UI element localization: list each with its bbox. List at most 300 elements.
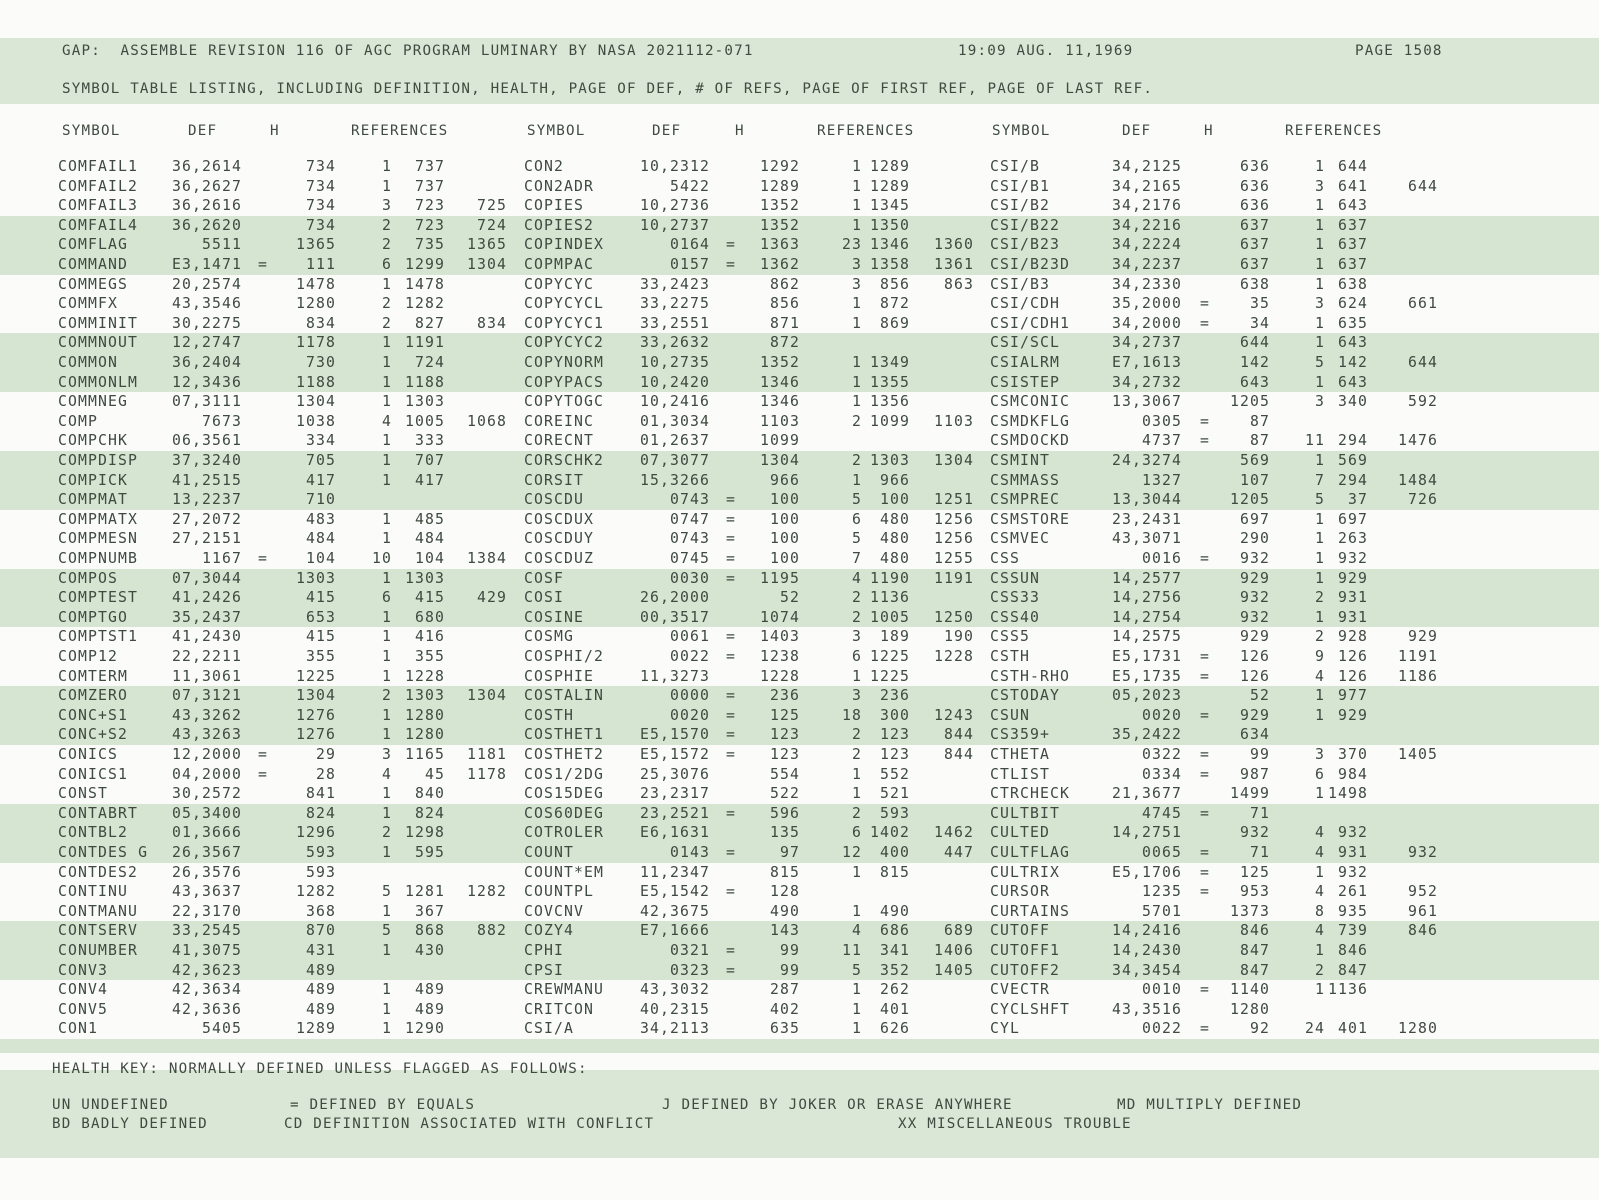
cell-ref-count: 1 <box>381 452 392 469</box>
cell-first-ref: 637 <box>1337 236 1368 254</box>
cell-first-ref: 1289 <box>869 158 910 175</box>
cell-symbol: CSMDKFLG <box>990 412 1071 430</box>
cell-last-ref: 1462 <box>933 824 974 842</box>
cell-symbol: CSMPREC <box>990 491 1061 509</box>
cell-ref-count: 1 <box>851 902 862 920</box>
cell-first-ref: 480 <box>879 530 910 548</box>
cell-ref-count: 7 <box>851 550 862 567</box>
cell-ref-count: 1 <box>1314 687 1325 705</box>
cell-def: 0745 <box>669 550 710 567</box>
cell-def: 01,3666 <box>171 824 242 842</box>
cell-symbol: COPYCYCL <box>524 295 605 313</box>
cell-ref-count: 2 <box>381 314 392 332</box>
cell-first-ref: 263 <box>1337 530 1368 548</box>
cell-first-ref: 1228 <box>404 667 445 685</box>
cell-health: = <box>1200 432 1211 450</box>
cell-first-ref: 595 <box>414 844 445 861</box>
cell-def-page: 417 <box>305 471 336 489</box>
cell-health: = <box>1200 295 1211 313</box>
cell-ref-count: 1 <box>381 1020 392 1038</box>
cell-first-ref: 1280 <box>404 726 445 744</box>
cell-ref-count: 11 <box>1304 432 1325 450</box>
cell-first-ref: 126 <box>1337 648 1368 665</box>
cell-def: 12,2000 <box>171 746 242 763</box>
cell-ref-count: 4 <box>1314 824 1325 842</box>
table-row <box>0 529 1599 549</box>
cell-def: 14,2575 <box>1111 628 1182 646</box>
cell-ref-count: 1 <box>381 354 392 371</box>
cell-last-ref: 1181 <box>466 746 507 763</box>
cell-ref-count: 6 <box>851 824 862 842</box>
cell-health: = <box>726 648 737 665</box>
cell-first-ref: 847 <box>1337 961 1368 979</box>
cell-first-ref: 827 <box>414 314 445 332</box>
cell-first-ref: 1290 <box>404 1020 445 1038</box>
cell-def: 4745 <box>1141 804 1182 822</box>
table-row <box>0 961 1599 981</box>
cell-def: 0743 <box>669 530 710 548</box>
cell-def: E7,1666 <box>639 922 710 940</box>
cell-symbol: COMMFX <box>58 295 119 313</box>
cell-def: 41,2426 <box>171 589 242 607</box>
cell-def: 14,2754 <box>1111 608 1182 626</box>
cell-def: 33,2275 <box>639 295 710 313</box>
cell-def-page: 593 <box>305 863 336 881</box>
cell-def: 36,2627 <box>171 177 242 195</box>
cell-ref-count: 1 <box>851 177 862 195</box>
cell-def-page: 841 <box>305 785 336 803</box>
cell-ref-count: 4 <box>1314 922 1325 940</box>
cell-def-page: 126 <box>1239 667 1270 685</box>
cell-ref-count: 7 <box>1314 471 1325 489</box>
cell-last-ref: 1103 <box>933 412 974 430</box>
cell-def: 23,2317 <box>639 785 710 803</box>
cell-def-page: 1205 <box>1229 491 1270 509</box>
cell-def: 0143 <box>669 844 710 861</box>
cell-def-page: 489 <box>305 981 336 999</box>
cell-def: 06,3561 <box>171 432 242 450</box>
cell-def: 26,2000 <box>639 589 710 607</box>
table-row <box>0 902 1599 922</box>
cell-def: E5,1735 <box>1111 667 1182 685</box>
cell-symbol: COSCDUX <box>524 510 595 528</box>
cell-def: 14,2756 <box>1111 589 1182 607</box>
cell-def-page: 929 <box>1239 569 1270 587</box>
cell-ref-count: 1 <box>381 1000 392 1018</box>
cell-symbol: CSS40 <box>990 608 1041 626</box>
cell-first-ref: 638 <box>1337 275 1368 293</box>
cell-def-page: 1304 <box>295 687 336 705</box>
cell-last-ref: 1280 <box>1397 1020 1438 1038</box>
cell-first-ref: 100 <box>879 491 910 509</box>
cell-def-page: 1303 <box>295 569 336 587</box>
cell-ref-count: 1 <box>1314 314 1325 332</box>
cell-ref-count: 1 <box>381 942 392 959</box>
cell-first-ref: 489 <box>414 981 445 999</box>
cell-symbol: COSTH <box>524 706 575 724</box>
cell-first-ref: 868 <box>414 922 445 940</box>
cell-first-ref: 1191 <box>404 334 445 352</box>
cell-first-ref: 1190 <box>869 569 910 587</box>
cell-symbol: COMFAIL2 <box>58 177 139 195</box>
cell-def-page: 634 <box>1239 726 1270 744</box>
cell-def-page: 637 <box>1239 236 1270 254</box>
cell-def-page: 653 <box>305 608 336 626</box>
cell-def-page: 483 <box>305 510 336 528</box>
table-row <box>0 314 1599 334</box>
cell-def: 14,2751 <box>1111 824 1182 842</box>
cell-last-ref: 929 <box>1407 628 1438 646</box>
cell-def: 34,2125 <box>1111 158 1182 175</box>
cell-def: 41,2515 <box>171 471 242 489</box>
cell-ref-count: 1 <box>1314 510 1325 528</box>
cell-symbol: CURTAINS <box>990 902 1071 920</box>
cell-ref-count: 2 <box>851 726 862 744</box>
health-key-undefined: UN UNDEFINED <box>52 1097 169 1113</box>
cell-ref-count: 4 <box>1314 844 1325 861</box>
health-key-equals: = DEFINED BY EQUALS <box>290 1097 476 1113</box>
table-row <box>0 235 1599 255</box>
cell-symbol: CVECTR <box>990 981 1051 999</box>
cell-ref-count: 6 <box>851 648 862 665</box>
cell-def-page: 92 <box>1249 1020 1270 1038</box>
cell-first-ref: 624 <box>1337 295 1368 313</box>
cell-def-page: 1478 <box>295 275 336 293</box>
cell-last-ref: 844 <box>943 726 974 744</box>
cell-symbol: CON2 <box>524 158 565 175</box>
cell-last-ref: 1405 <box>1397 746 1438 763</box>
cell-def-page: 1365 <box>295 236 336 254</box>
health-key-conflict: CD DEFINITION ASSOCIATED WITH CONFLICT <box>284 1116 655 1132</box>
cell-ref-count: 23 <box>841 236 862 254</box>
cell-health: = <box>726 687 737 705</box>
cell-def: 0022 <box>1141 1020 1182 1038</box>
cell-def-page: 355 <box>305 648 336 665</box>
cell-first-ref: 189 <box>879 628 910 646</box>
cell-health: = <box>726 628 737 646</box>
cell-first-ref: 707 <box>414 452 445 469</box>
cell-ref-count: 1 <box>851 197 862 215</box>
cell-def-page: 123 <box>769 746 800 763</box>
cell-symbol: COMPTGO <box>58 608 129 626</box>
cell-first-ref: 480 <box>879 510 910 528</box>
cell-ref-count: 2 <box>851 746 862 763</box>
cell-def: 35,2437 <box>171 608 242 626</box>
cell-health: = <box>1200 667 1211 685</box>
cell-def: 34,2165 <box>1111 177 1182 195</box>
cell-symbol: COMMEGS <box>58 275 129 293</box>
cell-def-page: 710 <box>305 491 336 509</box>
cell-first-ref: 1289 <box>869 177 910 195</box>
cell-ref-count: 1 <box>381 471 392 489</box>
cell-def-page: 638 <box>1239 275 1270 293</box>
table-row <box>0 294 1599 314</box>
cell-def: 0022 <box>669 648 710 665</box>
table-row <box>0 804 1599 824</box>
cell-def-page: 402 <box>769 1000 800 1018</box>
cell-symbol: CSI/CDH1 <box>990 314 1071 332</box>
cell-first-ref: 485 <box>414 510 445 528</box>
cell-ref-count: 5 <box>851 530 862 548</box>
cell-def: 0743 <box>669 491 710 509</box>
cell-last-ref: 1304 <box>466 256 507 273</box>
cell-health: = <box>726 942 737 959</box>
cell-symbol: COSPHIE <box>524 667 595 685</box>
cell-symbol: COMPMAT <box>58 491 129 509</box>
cell-ref-count: 1 <box>851 765 862 783</box>
cell-health: = <box>726 256 737 273</box>
cell-ref-count: 1 <box>381 608 392 626</box>
cell-def: 43,3516 <box>1111 1000 1182 1018</box>
col-header-def: DEF <box>188 123 218 139</box>
cell-def-page: 334 <box>305 432 336 450</box>
cell-health: = <box>726 491 737 509</box>
cell-def-page: 1403 <box>759 628 800 646</box>
cell-def-page: 593 <box>305 844 336 861</box>
cell-first-ref: 1188 <box>404 373 445 391</box>
cell-def: 34,2330 <box>1111 275 1182 293</box>
cell-ref-count: 1 <box>381 844 392 861</box>
cell-ref-count: 5 <box>381 922 392 940</box>
cell-def: 0321 <box>669 942 710 959</box>
cell-first-ref: 724 <box>414 354 445 371</box>
cell-first-ref: 340 <box>1337 393 1368 411</box>
cell-def: 11,3061 <box>171 667 242 685</box>
cell-first-ref: 1225 <box>869 667 910 685</box>
cell-def: 35,2000 <box>1111 295 1182 313</box>
cell-symbol: CURSOR <box>990 883 1051 901</box>
cell-ref-count: 1 <box>851 863 862 881</box>
cell-symbol: COSCDUZ <box>524 550 595 567</box>
cell-ref-count: 1 <box>1314 216 1325 234</box>
cell-ref-count: 1 <box>851 158 862 175</box>
cell-ref-count: 1 <box>381 569 392 587</box>
cell-ref-count: 1 <box>1314 275 1325 293</box>
cell-first-ref: 370 <box>1337 746 1368 763</box>
cell-def: 26,3576 <box>171 863 242 881</box>
cell-ref-count: 2 <box>851 804 862 822</box>
col-header-symbol: SYMBOL <box>992 123 1051 139</box>
cell-ref-count: 2 <box>381 236 392 254</box>
cell-symbol: COMFAIL4 <box>58 216 139 234</box>
cell-symbol: CSI/B23 <box>990 236 1061 254</box>
cell-health: = <box>258 765 269 783</box>
cell-symbol: CSMSTORE <box>990 510 1071 528</box>
cell-last-ref: 844 <box>943 746 974 763</box>
cell-def-page: 834 <box>305 314 336 332</box>
cell-symbol: CULTFLAG <box>990 844 1071 861</box>
cell-health: = <box>726 530 737 548</box>
cell-symbol: CUTOFF2 <box>990 961 1061 979</box>
cell-def: 34,3454 <box>1111 961 1182 979</box>
cell-health: = <box>1200 863 1211 881</box>
cell-def-page: 87 <box>1249 412 1270 430</box>
cell-last-ref: 1304 <box>466 687 507 705</box>
cell-symbol: CYCLSHFT <box>990 1000 1071 1018</box>
cell-def-page: 1352 <box>759 197 800 215</box>
cell-first-ref: 932 <box>1337 824 1368 842</box>
cell-first-ref: 416 <box>414 628 445 646</box>
cell-def: 13,2237 <box>171 491 242 509</box>
cell-ref-count: 4 <box>381 412 392 430</box>
cell-def: 13,3044 <box>1111 491 1182 509</box>
table-row <box>0 1019 1599 1039</box>
cell-def-page: 1304 <box>295 393 336 411</box>
cell-def-page: 1099 <box>759 432 800 450</box>
col-header-references: REFERENCES <box>817 123 915 139</box>
cell-def: 25,3076 <box>639 765 710 783</box>
cell-def: 30,2572 <box>171 785 242 803</box>
cell-symbol: COMFLAG <box>58 236 129 254</box>
cell-def: 14,2416 <box>1111 922 1182 940</box>
table-row <box>0 431 1599 451</box>
cell-def-page: 872 <box>769 334 800 352</box>
cell-symbol: COMMNOUT <box>58 334 139 352</box>
cell-def: 0020 <box>669 706 710 724</box>
cell-def: 04,2000 <box>171 765 242 783</box>
cell-first-ref: 739 <box>1337 922 1368 940</box>
report-subtitle: SYMBOL TABLE LISTING, INCLUDING DEFINITION, HEALTH, PAGE OF DEF, # OF REFS, PAGE OF FIRST REF, PAGE OF LAST REF. <box>62 81 1154 97</box>
cell-symbol: CSI/CDH <box>990 295 1061 313</box>
cell-last-ref: 1476 <box>1397 432 1438 450</box>
cell-def-page: 1228 <box>759 667 800 685</box>
table-row <box>0 549 1599 569</box>
cell-ref-count: 1 <box>1314 236 1325 254</box>
cell-symbol: CSI/B1 <box>990 177 1051 195</box>
table-row <box>0 373 1599 393</box>
cell-first-ref: 928 <box>1337 628 1368 646</box>
cell-first-ref: 735 <box>414 236 445 254</box>
cell-def-page: 966 <box>769 471 800 489</box>
cell-def: 33,2423 <box>639 275 710 293</box>
health-key-joker: J DEFINED BY JOKER OR ERASE ANYWHERE <box>662 1097 1013 1113</box>
cell-def-page: 596 <box>769 804 800 822</box>
cell-symbol: COPIES2 <box>524 216 595 234</box>
col-header-def: DEF <box>1122 123 1152 139</box>
cell-symbol: CON2ADR <box>524 177 595 195</box>
cell-first-ref: 977 <box>1337 687 1368 705</box>
cell-first-ref: 401 <box>1337 1020 1368 1038</box>
cell-symbol: COPIES <box>524 197 585 215</box>
cell-symbol: CONTBL2 <box>58 824 129 842</box>
cell-def-page: 71 <box>1249 804 1270 822</box>
cell-ref-count: 3 <box>851 628 862 646</box>
table-row <box>0 667 1599 687</box>
cell-def-page: 569 <box>1239 452 1270 469</box>
cell-symbol: CS359+ <box>990 726 1051 744</box>
cell-def-page: 1178 <box>295 334 336 352</box>
cell-def-page: 1038 <box>295 412 336 430</box>
cell-def-page: 522 <box>769 785 800 803</box>
table-row <box>0 471 1599 491</box>
cell-def: 0030 <box>669 569 710 587</box>
cell-first-ref: 104 <box>414 550 445 567</box>
cell-first-ref: 966 <box>879 471 910 489</box>
cell-first-ref: 45 <box>424 765 445 783</box>
cell-def-page: 1362 <box>759 256 800 273</box>
cell-def: 42,3634 <box>171 981 242 999</box>
cell-last-ref: 644 <box>1407 177 1438 195</box>
cell-ref-count: 6 <box>1314 765 1325 783</box>
cell-first-ref: 1498 <box>1327 785 1368 803</box>
cell-first-ref: 1350 <box>869 216 910 234</box>
cell-def-page: 635 <box>769 1020 800 1038</box>
cell-def: E5,1731 <box>1111 648 1182 665</box>
col-header-health: H <box>1204 123 1214 139</box>
cell-ref-count: 1 <box>1314 530 1325 548</box>
cell-def: 5511 <box>201 236 242 254</box>
cell-def: 07,3121 <box>171 687 242 705</box>
cell-symbol: CSTODAY <box>990 687 1061 705</box>
cell-last-ref: 1068 <box>466 412 507 430</box>
cell-symbol: COMPCHK <box>58 432 129 450</box>
cell-symbol: CSS33 <box>990 589 1041 607</box>
table-row <box>0 608 1599 628</box>
table-row <box>0 451 1599 471</box>
cell-def: 43,3546 <box>171 295 242 313</box>
col-header-health: H <box>735 123 745 139</box>
cell-symbol: CULTED <box>990 824 1051 842</box>
cell-last-ref: 661 <box>1407 295 1438 313</box>
cell-health: = <box>258 746 269 763</box>
cell-def: 10,2416 <box>639 393 710 411</box>
cell-def-page: 135 <box>769 824 800 842</box>
table-row <box>0 627 1599 647</box>
table-row <box>0 333 1599 353</box>
cell-first-ref: 1349 <box>869 354 910 371</box>
cell-first-ref: 352 <box>879 961 910 979</box>
cell-last-ref: 726 <box>1407 491 1438 509</box>
cell-def: 27,2151 <box>171 530 242 548</box>
cell-symbol: COMMONLM <box>58 373 139 391</box>
cell-def: 23,2431 <box>1111 510 1182 528</box>
table-row <box>0 784 1599 804</box>
cell-def-page: 1363 <box>759 236 800 254</box>
cell-def: 36,2404 <box>171 354 242 371</box>
cell-symbol: CONTDES G <box>58 844 149 861</box>
cell-ref-count: 24 <box>1304 1020 1325 1038</box>
table-row <box>0 490 1599 510</box>
cell-def-page: 554 <box>769 765 800 783</box>
cell-def: 41,2430 <box>171 628 242 646</box>
cell-symbol: CSS5 <box>990 628 1031 646</box>
cell-def: 40,2315 <box>639 1000 710 1018</box>
cell-def-page: 431 <box>305 942 336 959</box>
cell-first-ref: 294 <box>1337 471 1368 489</box>
cell-symbol: CONUMBER <box>58 942 139 959</box>
cell-def-page: 1276 <box>295 706 336 724</box>
cell-def: 10,2420 <box>639 373 710 391</box>
cell-def-page: 290 <box>1239 530 1270 548</box>
cell-ref-count: 1 <box>1314 785 1325 803</box>
cell-def-page: 125 <box>769 706 800 724</box>
cell-symbol: COSTHET2 <box>524 746 605 763</box>
cell-last-ref: 1178 <box>466 765 507 783</box>
cell-def-page: 236 <box>769 687 800 705</box>
cell-first-ref: 1355 <box>869 373 910 391</box>
table-row <box>0 588 1599 608</box>
cell-def: 10,2312 <box>639 158 710 175</box>
cell-symbol: CONTDES2 <box>58 863 139 881</box>
cell-symbol: CSISTEP <box>990 373 1061 391</box>
cell-ref-count: 4 <box>1314 667 1325 685</box>
cell-first-ref: 1356 <box>869 393 910 411</box>
cell-def-page: 125 <box>1239 863 1270 881</box>
cell-symbol: CSI/B <box>990 158 1041 175</box>
cell-def: E5,1572 <box>639 746 710 763</box>
cell-ref-count: 1 <box>381 393 392 411</box>
cell-def: 15,3266 <box>639 471 710 489</box>
